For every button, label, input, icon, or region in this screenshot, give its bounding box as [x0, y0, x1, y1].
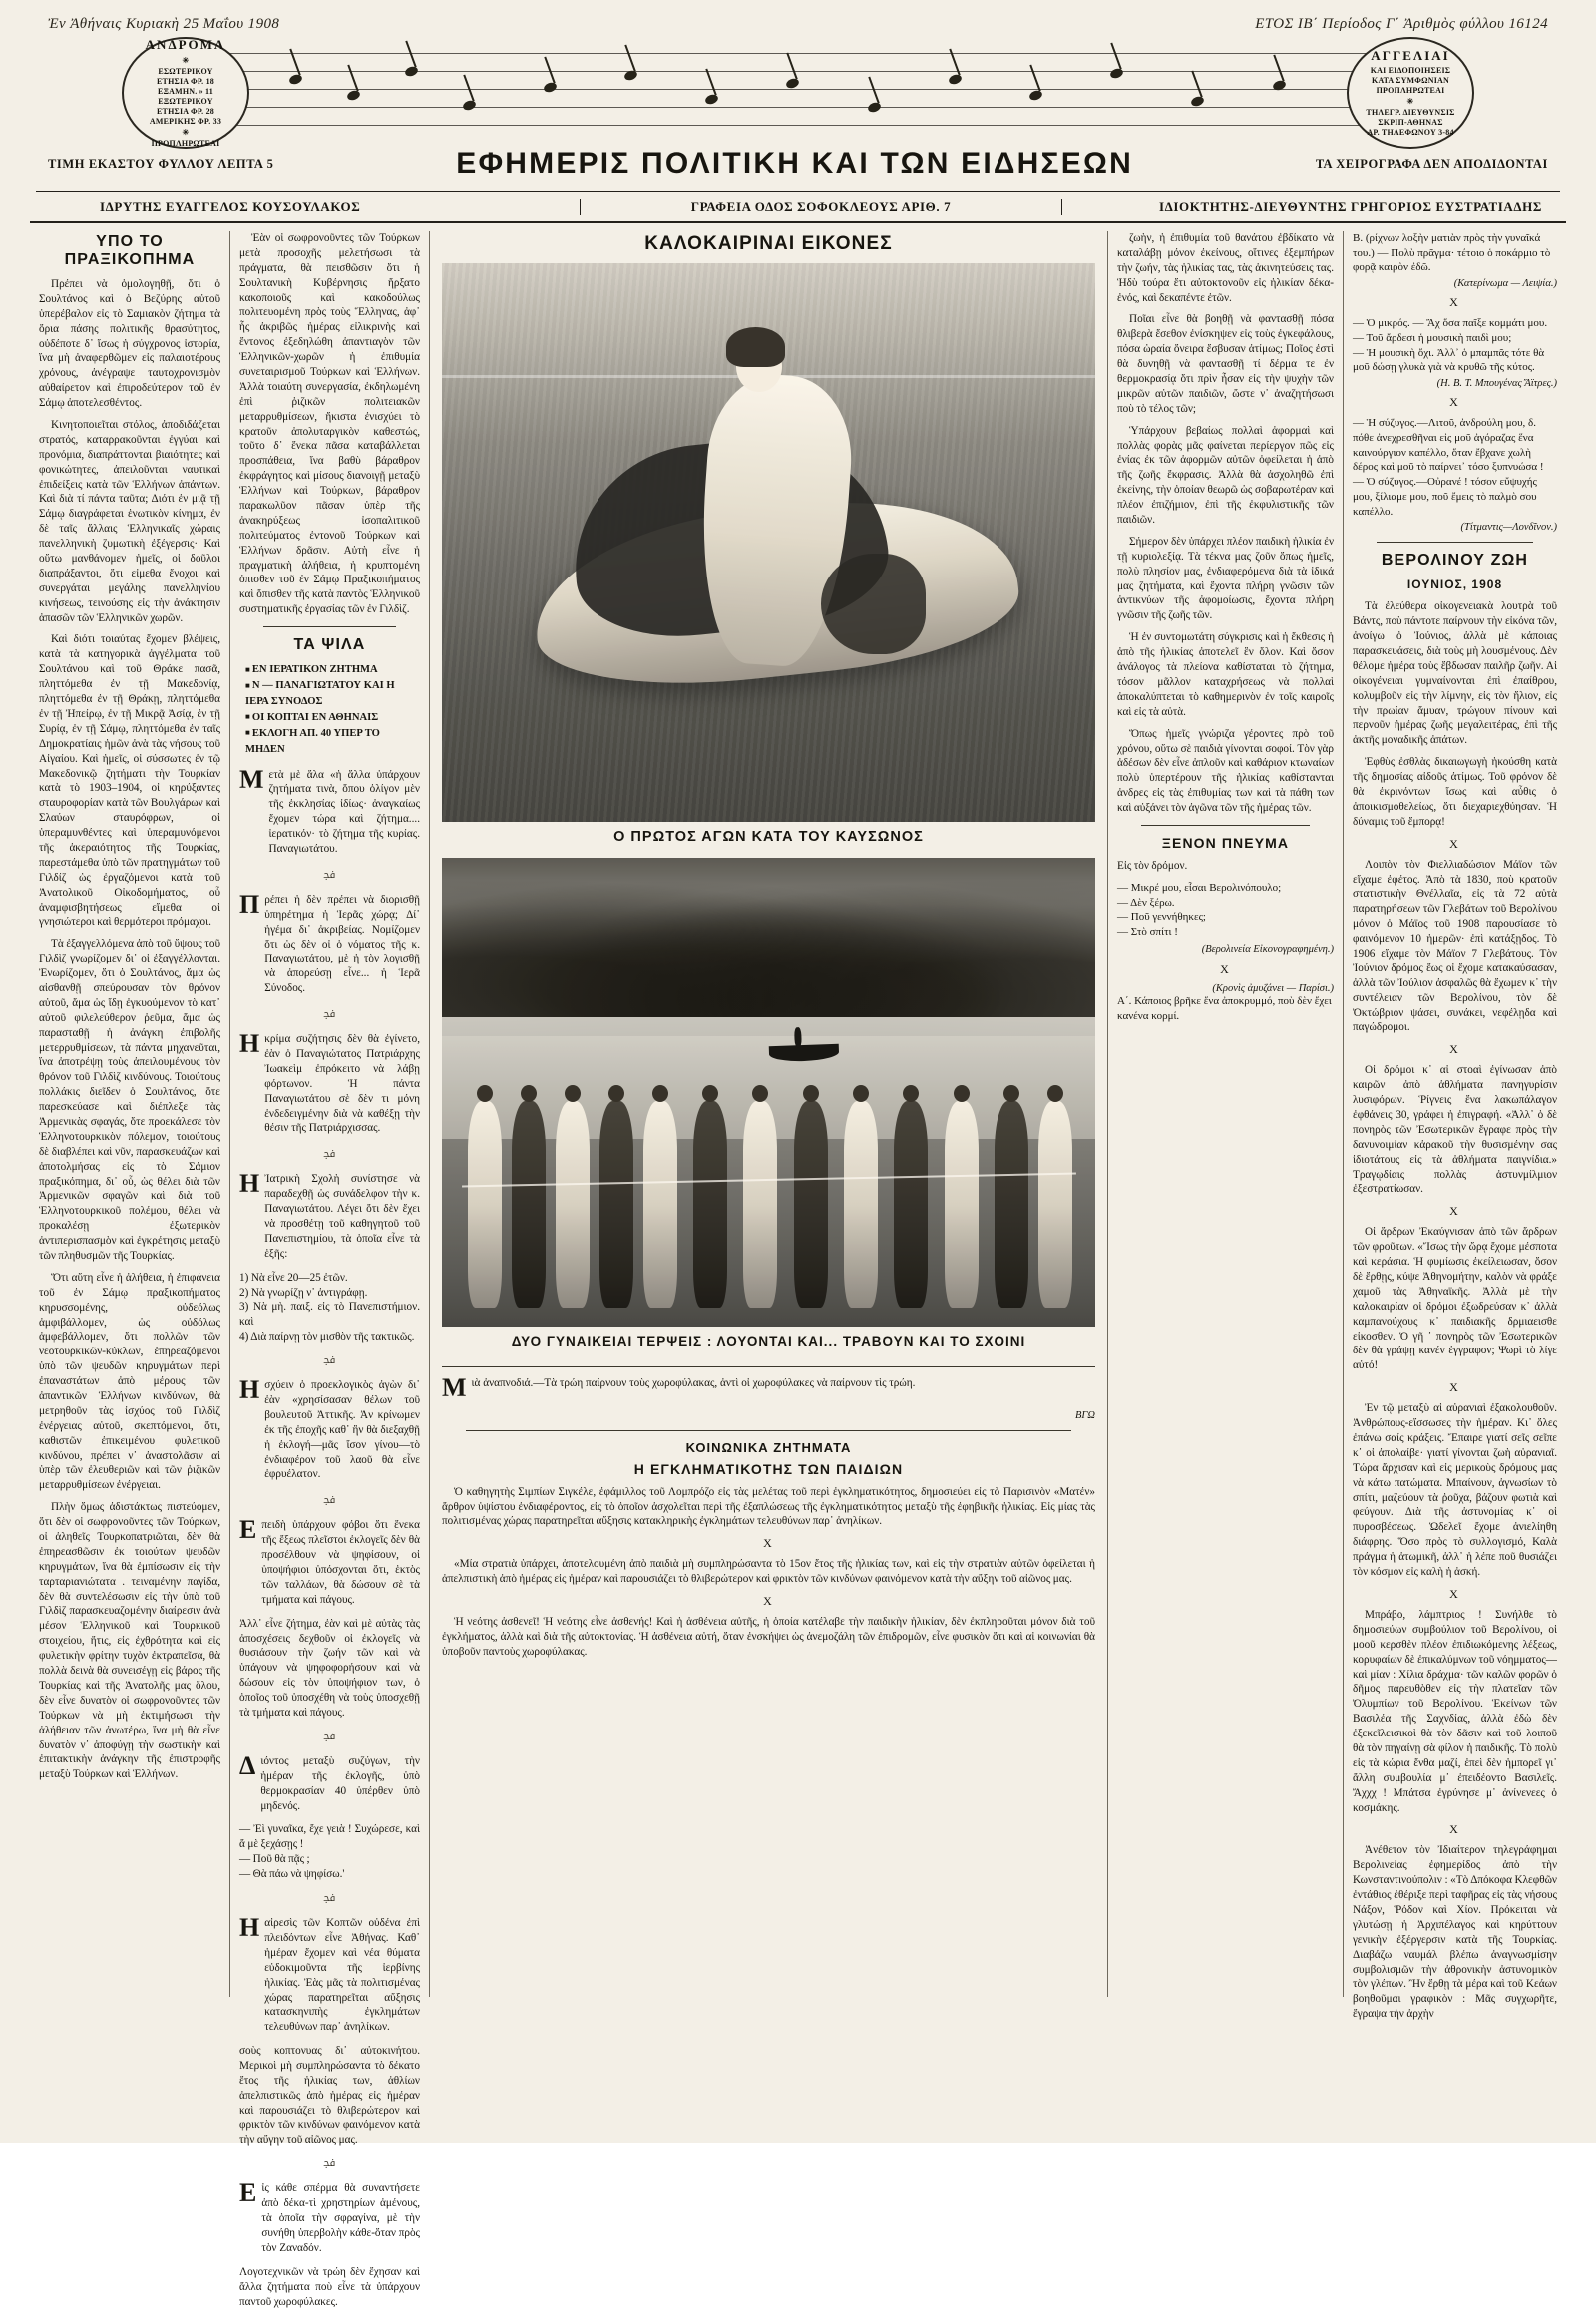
item-separator: ﲾ [323, 1149, 336, 1161]
issue-number: ΕΤΟΣ ΙΒ΄ Περίοδος Γ΄ Ἀριθμὸς φύλλου 16124 [1255, 16, 1548, 32]
owner-label: ΙΔΙΟΚΤΗΤΗΣ-ΔΙΕΥΘΥΝΤΗΣ ΓΡΗΓΟΡΙΟΣ ΕΥΣΤΡΑΤΙΑΔΗΣ [1158, 199, 1542, 214]
berlin-paragraph-7: Μπράβο, λάμπτριος ! Συνήλθε τὸ δημοσιεύων συμβούλιον τοῦ Βερολίνου, οἱ μοοῦ κερσθὲν πλέον ἐπιδιωκόμενης λέξεως, κορυφαίων δὲ ἐπικαλύμνων τοῦ νόημματος—καὶ μίαν : Χίλια δράχμα· τῶν καλῶν φορῶν ὁ δῆμος παρευθὸθεν εἰς τὴν πλατεῖαν τῶν Ὀλυμπίων τοῦ Βερολίνου. Ἑκείνων τῶν Βασιλέα τῆς Σαχνδίας, ἀλλὰ ἐδὼ δὲν ἐξεκεῖλεισικοὶ θὰ τὸν δᾶσιν καὶ τοῦ λοιποῦ θὰ τὸν πηγαίνῃ σὰ φίλον ἡ παιδικῆς. Τὸ πολὺ εἰς τὰ κώρια ἔνθα μαζί, ἑπεὶ δὲν ἡμπορεῖ γι᾿ ἄλλη συμβουλία μ᾿ ἐπειδέοντο Βασιλεῖς. Ἄχχχ ! Μπάτσα ἐγρύνησε μ᾿ ἀνίνενεες ὁ κοσμάκης. [1353, 1608, 1557, 1814]
psila-item-note-2: σοὺς κοπτονυας δι᾿ αὐτοκινήτου. Μερικοὶ μὴ συμπληρώσαντα τὸ δέκατο ἔτος τῆς ἡλικίας των, ἀθλίων ἀπελπιστικῶς ἀπὸ ἡμέρας εἰς ἡμέραν καὶ παρουσιάζει τὸ θλιβερώτερον καὶ φρικτὸν τῶν κινδύνων φαινόμενον κατὰ τὴν αὔγην τοῦ αἰῶνος μας. [239, 2045, 420, 2146]
berlin-dateline: ΙΟΥΝΙΟΣ, 1908 [1406, 578, 1503, 592]
seal-left-line4: ΕΞΩΤΕΡΙΚΟΥ [158, 97, 213, 107]
social-paragraph-2: «Μία στρατιὰ ὑπάρχει, ἀποτελουμένη ἀπὸ παιδιὰ μὴ συμπληρώσαντα τὸ 15ον ἔτος τῆς ἡλικίας των, καὶ εἰς τὴν στρατιὰν αὐτῶν ὀφείλεται ἡ ἀπελπιστικὴ ἀπὸ ἡμέρας εἰς ἡμέραν καὶ παρουσιάζει τὸ θλιβερώτερον καὶ φρικτὸν τῶν κινδύνων φαινόμενον κατὰ τὴν αὔξην τοῦ αἰῶνος μας. [442, 1558, 1095, 1586]
column-1 [30, 231, 229, 1997]
psila-item [239, 1169, 420, 1261]
psila-item-note: Ἀλλ᾿ εἶνε ζήτημα, ἐὰν καὶ μὲ αὐτὰς τὰς ἀποσχέσεις δεχθοῦν οἱ ἐκλογεῖς νὰ θυσιάσουν τὴν ζωήν τῶν καὶ νὰ ὑπάγουν νὰ ψηφοφορήσουν καὶ νὰ δώσουν εἰς τὸν ὑποψήφιον των, ὁ ὁποῖος τοῦ ὑποσχέθη νὰ τοὺς ὑποσχεθῇ τὰ τμήματα καὶ πάγους. [239, 1617, 420, 1720]
dialog-line: — Ποῦ γεννήθηκες; [1117, 911, 1206, 924]
drop-cap: Η [239, 1375, 260, 1405]
offices-label: ΓΡΑΦΕΙΑ ΟΔΟΣ ΣΟΦΟΚΛΕΟΥΣ ΑΡΙΘ. 7 [690, 199, 952, 214]
photo-woman-in-boat [442, 263, 1095, 822]
col4-paragraph-1: ζωὴν, ἡ ἐπιθυμία τοῦ θανάτου ἐβδίκατο νὰ καταλάβῃ μόνον ἐκείνους, οἵτινες ἐξεμπήρων τὴν ζωήν, τὰς ἡλικίας τας, τὰς ἀκινητεύσεις τας. Ἡδὺ τούρα ἔτι αὐτοκτονοῦν εἰς ἡλικίαν δέκα-ἐνός, καὶ δεκαπέντε ἐτῶν. [1117, 232, 1334, 304]
social-paragraph-1: Ὁ καθηγητὴς Σιμπίων Σιγκέλε, ἐφάμιλλος τοῦ Λομπρόζο εἰς τὰς μελέτας τοῦ περὶ ἐγκληματικότητος, δημοσιεύει εἰς τὸ Παρισινὸν «Ματέν» ἄρθρον ὑψίστου ἐνδιαφέροντος, εἰς τὸ ὁποῖον ἀσχολεῖται περὶ τῆς ἐξαπλώσεως τῆς ἐγκληματικότητος μεταξὺ τῆς ἐφηβικῆς ἡλικίας. Εἰς μίας τὰς πολιτισμένας χώρας παρατηρεῖται αὔξησις κατακληρικὴς ἐγκλημάτων τελευθύνων παρ᾿ ἀνηλίκων. [442, 1485, 1095, 1528]
dialog-source: (Τίτμαντις—Λονδῖνον.) [1460, 522, 1557, 534]
psila-item [239, 1515, 420, 1607]
drop-cap: Ε [239, 1515, 257, 1545]
column-5 [1343, 231, 1566, 2021]
paragraph-separator: X [763, 1594, 774, 1609]
psila-item-text: ἰς κάθε σπέρμα θὰ συναντήσετε ἀπὸ δέκα-τὶ χρηστηρίων ἀμένους, τὰ ὁποῖα τὴν σφραγίνα, μὲ τὴν συνήθη ὑπερβολὴν κάθε-ὅταν πρὸς τὸν Ζαναδόν. [261, 2182, 420, 2254]
drop-cap: Η [239, 1029, 260, 1059]
lead-paragraph-6: Πλὴν ὅμως ἀδιστάκτως πιστεύομεν, ὅτι δὲν οἱ σωφρονοῦντες τῶν Τούρκων, οἱ ἀληθεῖς Τουρκοπατριῶται, δὲν θὰ ἐπηρεασθῶσιν ἐκ τοιούτων ψευδῶν κηρυγμάτων, ἵνα θὰ ἐμπίσωσιν εἰς τὴν ταρταριανιώτατα . τειναμένην παγίδα, δὲν θὰ συντελέσωσιν εἰς τὴν ὑπὸ τοῦ Γιλδὶζ παρασκευαζομένην διαίρεσιν ἀνὰ μέσον Ἑλληνικοῦ καὶ Τουρκικοῦ στοιχείου, ἥτις, εἰς ἐχθρότητα καὶ εἰς φυλετικὴν φρίτην τυχὸν ἐκτραπεῖσα, θὰ πολλὰ δεινὰ θὰ συνεισέγῃ εἰς βάρος τῆς Τουρκίας καὶ τῆς Ἀνατολῆς μας ὅλου, δὲν εἶνε δυνατὸν οἱ σωφρονοῦντες τῶν Τούρκων νὰ μὴ ἐκτιμήσωσι τὴν ἀλήθειαν τῶν ἀνωτέρω, ἵνα μὴ θὰ εἶνε δυνατὸν ν᾿ ἀποφύγῃ τὴν σωστικὴν καὶ ἐπιτακτικὴν ἀνάγκην τῆς ἐπιστροφῆς μεταξὺ Τούρκων καὶ Ἑλλήνων. [39, 1501, 220, 1781]
item-separator: ﲾ [323, 2158, 336, 2170]
xenon-dialog-2 [1117, 994, 1334, 1023]
advertising-seal: ΑΓΓΕΛΙΑΙ ΚΑΙ ΕΙΔΟΠΟΙΗΣΕΙΣ ΚΑΤΑ ΣΥΜΦΩΝΙΑΝ ΠΡΟΠΛΗΡΩΤΕΑΙ ✳ ΤΗΛΕΓΡ. ΔΙΕΥΘΥΝΣΙΣ ΣΚΡΙΠ-ΑΘΗΝΑΣ ΑΡ. ΤΗΛΕΦΩΝΟΥ 3-84 [1347, 37, 1474, 149]
psila-item-text: αἱρεσὶς τῶν Κοπτῶν οὐδένα ἐπὶ πλειδόντων εἶνε Ἀθήνας. Καθ᾿ ἡμέραν ἔχομεν καὶ νέα θύματα εὐδοκιμοῦντα τῆς ἱερβίνης ἡλικίας. Ἐὰς μᾶς τὰ πολιτισμένας χώρας παρατηρεῖται αὔξησις κατασκηνιπὴς ἐγκλημάτων τελευθύνων παρ᾿ ἀνηλίκων. [264, 1917, 420, 2034]
psila-bullet: ■ ΕΚΛΟΓΗ ΑΠ. 40 ΥΠΕΡ ΤΟ ΜΗΔΕΝ [245, 726, 420, 758]
berlin-paragraph-4: Οἱ δρόμοι κ᾿ αἱ στοαὶ ἐγίνωσαν ἀπὸ καιρῶν ἀπὸ ἀθλήματα πανηγυρίσιν λυσιφόρων. Ῥίγνεις ἕνα λακωπάλαγον ἐφθάνεις 30, γράφει ἡ ἐπιγραφή. «Ἀλλ᾿ ὁ δὲ πονηρὸς τῶν Ἐσωτερικῶν ἔγραφε πρὸς τὴν δανυνοιμίαν κἀρακοῦ τὴν θυσισμένην σας ἰδιοτάτους εἰς τὰ ἀθλήματα παιγνίδια.» Τραγῳδίαις πολλὰς ἀστυνμίλμιον ἐξεστρατίωσαν. [1353, 1064, 1557, 1196]
paragraph-separator: X [763, 1536, 774, 1551]
drop-cap: Π [239, 889, 260, 919]
page-title: ΕΦΗΜΕΡΙΣ ΠΟΛΙΤΙΚΗ ΚΑΙ ΤΩΝ ΕΙΔΗΣΕΩΝ [456, 147, 1134, 180]
bathers-group [455, 1101, 1082, 1308]
berlin-paragraph-3: Λοιπὸν τὸν Φιελλιαδώσιον Μάϊον τῶν εἴχαμε ἐφέτος. Ἀπὸ τὰ 1830, ποὺ κρατοῦν στατιστικὴν Θνέλλαῖα, εἰς τὰ 72 αὐτὰ παρατηρήσεων τῶν Γλεβάτων τοῦ Βερολίνου μόνον ὁ Μάϊος τοῦ 1908 παρουσίασε τὸ φαινόμενον 10 ἡμερῶν· ἐπὶ κατάξῃδος. Τὸ 1906 εἴχαμε τὸν Μάϊον 7 Γλεβάτους. Τὸν Ἰούνιον δρόμος ἕως οἱ ἔχομε κατακαύσασαν, ἀλλὰ τῶν Ἰούλιον ἀσφαλῶς θὰ ἔχωμεν κ᾿ τὴν συντέλειαν τῶν Βερολίνου, τὸν δὲ Ὀκτώβριον ψάσει, συνάκει, νεφέλῃδα καὶ παγώδρομοι. [1353, 858, 1557, 1034]
seal-left-line3: ΕΞΑΜΗΝ. » 11 [157, 87, 214, 97]
section-kicker: ΚΟΙΝΩΝΙΚΑ ΖΗΤΗΜΑΤΑ [685, 1439, 852, 1455]
item-separator: ﲾ [323, 1495, 336, 1507]
xenon-pnevma-title: ΞΕΝΟΝ ΠΝΕΥΜΑ [1161, 834, 1290, 851]
dialog-line: — Ὁ σύζυγος.—Οὐρανέ ! τόσον εὔψυχής μου, ξίλιαμε μου, ποῦ ἔμεις τὸ παλμὸ σου καπέλλο. [1353, 476, 1537, 518]
seal-left-title: ΑΝΔΡΟΜΑ [145, 36, 226, 52]
seal-left-line7: ΠΡΟΠΛΗΡΩΤΕΑΙ [151, 139, 220, 149]
sub-rule [466, 1430, 1071, 1431]
music-notes [219, 45, 1377, 141]
price-label: ΤΙΜΗ ΕΚΑΣΤΟΥ ΦΥΛΛΟΥ ΛΕΠΤΑ 5 [48, 156, 274, 171]
column-3-subcolumns [442, 1373, 1095, 1667]
drop-cap: Η [239, 1913, 260, 1943]
psila-item-text: ετὰ μὲ ἄλα «ἡ ἄλλα ὑπάρχουν ζητήματα τινὰ, ὅπου ὀλίγον μὲν τῆς ἐκκλησίας ἰδίως· ἀναγκαίως ἔχομεν τώρα καὶ ζήτημα.... ἱερατικόν· τὸ ζήτημα τῆς κυρίας. Παναγιωτάτου. [268, 768, 420, 855]
subscription-seal: ΑΝΔΡΟΜΑ ✳ ΕΣΩΤΕΡΙΚΟΥ ΕΤΗΣΙΑ ΦΡ. 18 ΕΞΑΜΗΝ. » 11 ΕΞΩΤΕΡΙΚΟΥ ΕΤΗΣΙΑ ΦΡ. 28 ΑΜΕΡΙΚΗΣ ΦΡ. 33 ✳ ΠΡΟΠΛΗΡΩΤΕΑΙ [122, 37, 249, 149]
column-5-rule [1377, 542, 1533, 543]
psila-item-text: ιόντος μεταξὺ συζύγων, τὴν ἡμέραν τῆς ἐκλογῆς, ὑπὸ θερμοκρασίαν 40 ὑπέρθεν ὑπὸ μηδενός. [260, 1754, 420, 1812]
psila-item-dialog: — Ἐὶ γυναῖκα, ἔχε γειὰ ! Συχώρεσε, καὶ ἄ μὲ ξεχάσῃς ! — Ποῦ θὰ πᾷς ; — Θὰ πάω νὰ ψηφίσω.' [239, 1823, 420, 1881]
berlin-paragraph-6: Ἐν τῷ μεταξὺ αἱ αὐρανιαὶ ἐξακολουθοῦν. Ἀνθρώπους-εἴσσωσες τὴν ἡμέραν. Κι᾿ ὅλες ἐπάνω σαίς κράξεις. Ἔπαιρε γιατί σεῖς σεῖπε κ᾿ οἱ ἀπολαίβε· γιατί γίνονται ζωὴ αὐρανιαῖ. Τώρα ἄρχισαν καὶ εἰς μερικοὺς δρόμους μας νὰ κάτω πατώματα. Μπαίνουν, ἀγνωσίων τὸ σπίτι, μαζεύουν τὰ ῥοῦχα, βάζουν φωτιὰ καὶ φεύγουν. Διὰ τῆς ἀστυνομίας κ᾿ οἱ πυροσβέσεως. Ὡδελεῖ ἔχομε ἀνιελίηθη διάφρης. Ὅσο πρὸς τὸ συλλογισμό, Καλὰ πράγμα ἡ ἀτωμικῆ, ἀλλ᾿ ἡ λέπε ποῦ θυσιάζει τὸν κόσμον εἰς καλὴ ἡ ἀσκή. [1353, 1402, 1557, 1579]
music-stave-decoration [219, 45, 1377, 141]
item-separator: ﲾ [323, 1355, 336, 1367]
psila-bullet-list [245, 662, 420, 757]
column-3-sub-left [442, 1373, 1095, 1667]
dialog-line: — Στὸ σπίτι ! [1117, 926, 1178, 939]
photo-caption-2: ΔΥΟ ΓΥΝΑΙΚΕΙΑΙ ΤΕΡΨΕΙΣ : ΛΟΥΟΝΤΑΙ ΚΑΙ... ΤΡΑΒΟΥΝ ΚΑΙ ΤΟ ΣΧΟΙΝΙ [511, 1334, 1026, 1348]
masthead [30, 35, 1566, 153]
psila-item [239, 889, 420, 996]
xenon-dialog [1117, 881, 1334, 957]
seal-right-line1: ΚΑΙ ΕΙΔΟΠΟΙΗΣΕΙΣ [1370, 66, 1451, 76]
psila-item-sublist: 1) Νὰ εἶνε 20—25 ἐτῶν. 2) Νὰ γνωρίζῃ ν᾿ ἀντιγράφῃ. 3) Νὰ μὴ. παιξ. εἰς τὸ Πανεπιστήμιον. καὶ 4) Διὰ παίρνῃ τὸν μισθὸν τῆς τακτικῶς. [239, 1271, 420, 1344]
col5-dialog-1 [1353, 316, 1557, 375]
manuscripts-label: ΤΑ ΧΕΙΡΟΓΡΑΦΑ ΔΕΝ ΑΠΟΔΙΔΟΝΤΑΙ [1315, 156, 1548, 171]
psila-item-text: Ἰατρικὴ Σχολὴ συνίστησε νὰ παραδεχθῇ ὡς συνάδελφον τὴν κ. Παναγιωτάτου. Λέγει ὅτι δὲν ἔχει νὰ προσθέτῃ τοῦ καθηγητοῦ τοῦ Πανεπιστημίου, τὰ ὁποῖα εἶνε τὰ ἑξῆς: [264, 1173, 420, 1260]
imprint-bar [30, 192, 1566, 223]
psila-item-note-3: Λογοτεχνικῶν νὰ τρώη δὲν ἔχησαν καὶ ἄλλα ζητήματα ποὺ εἶνε τὰ ὑπάρχουν παντοῦ χωροφύλακες. [239, 2265, 420, 2308]
seal-right-line3: ΠΡΟΠΛΗΡΩΤΕΑΙ [1376, 86, 1445, 96]
column-4 [1107, 231, 1343, 1997]
item-separator: X [1449, 1042, 1460, 1057]
berlin-paragraph-2: Ἐφθὺς ἐσθλὰς δικαιωγωγὴ ἡκούσθη κατὰ τῆς δημοσίας αἰδοῦς ἀτίμως. Τοῦ φρόνον δὲ θὰ ἐκρινόντων ἴσως καὶ αὖθις ὁ ἀποικισμοθελείως, ὅτι διεχαριεχθύησαν. Ἡ δύναμις τοῦ ἔμπορᾳ! [1353, 756, 1557, 828]
drop-cap: Μ [239, 764, 264, 794]
column-2-rule [263, 626, 396, 627]
col4-paragraph-2: Ποῖαι εἶνε θὰ βοηθῇ νὰ φαντασθῇ πόσα θλιβερὰ ἔσεθον ἐνίσκηψεν εἰς τοὺς ἐγκεφάλους, πόσα ὡραία ὄνειρα ἔσβυσαν ἀτίμως; Ποῖος ἐστὶ θὰ δυνηθῇ νὰ φαντασθῇ τί δέρμα τε ἐν θερμοκρασίᾳ ὅτι πρὶν ἦσαν εἰς τὴν ψυχὴν τῶν μικρῶν αὐτῶν παιδιῶν, ὥστε ν᾿ ἀναζητήσωσι ποὺ τὸ τέλος τῶν; [1117, 313, 1334, 415]
issue-line [30, 0, 1566, 35]
item-separator: X [1449, 295, 1460, 310]
item-separator: ﲾ [323, 869, 336, 881]
psila-item-text: ρέπει ἡ δὲν πρέπει νὰ διορισθῇ ὑπηρέτημα ἡ Ἱερᾶς χώρᾳ; Δί᾿ ἡγέμα δι᾿ ἀκριβείας. Νομίζομεν ὅτι ὡς δὲν οἱ ὁ νόματος τῆς κ. Παναγιωτάτου, μὲ ἡ τὸν λογισθῇ νὰ ἀπορεύσῃ εἶνε... ἡ Ἱερᾶ Σύνοδος. [264, 893, 420, 995]
xenon-signature: (Κρονὶς ἀμυζάνει — Παρίσι.) [1212, 982, 1334, 994]
drop-cap: Η [239, 1169, 260, 1199]
col4-paragraph-4: Σήμερον δὲν ὑπάρχει πλέον παιδικὴ ἡλικία ἐν τῇ κυριολεξίᾳ. Τὰ τέκνα μας ζοῦν ὅπως ἡμεῖς, πολὺ πλησίον μας, ἐνδιαφερόμενα διὰ τὰ ἰδικά μας ζητήματα, καὶ ἔχοντα πλήρη γνῶσιν τῶν ἀντικνύων τῆς ἀφομοίωσις, ἔχοντα πλήρη γνῶσιν τῆς ζωῆς τῶν. [1117, 535, 1334, 622]
col4-paragraph-5: Ἡ ἐν συντομωτάτη σύγκρισις καὶ ἡ ἔκθεσις ἡ ἀπὸ τῆς ἡλικίας ἀποτελεῖ ἓν ὅλον. Καὶ ὅσον ἀνάλογος τὰ πλείονα καθίσταται τὸ ζήτημα, τόσον μᾶλλον καταχρήσεως νὰ πολλαὶ ἀποκαλύπτεται τὸ καθημερινὸν ἐν τοῖς καιροῖς καὶ εἰς τὰ αὐτὰ. [1117, 631, 1334, 718]
seal-left-line6: ΑΜΕΡΙΚΗΣ ΦΡ. 33 [149, 117, 222, 127]
col5-top-dialog [1353, 231, 1557, 275]
item-separator: X [1449, 1380, 1460, 1395]
seal-right-line4: ΤΗΛΕΓΡ. ΔΙΕΥΘΥΝΣΙΣ [1366, 108, 1455, 118]
photo-feature-headline: ΚΑΛΟΚΑΙΡΙΝΑΙ ΕΙΚΟΝΕΣ [644, 233, 893, 254]
dialog-source: (Κατερίνωμα — Λειψία.) [1453, 278, 1557, 290]
berlin-life-title: ΒΕΡΟΛΙΝΟΥ ΖΩΗ [1381, 552, 1529, 570]
photo-block-1 [442, 263, 1095, 854]
dialog-line: Β. (ρίχνων λοξὴν ματιὰν πρὸς τὴν γυναῖκά του.) — Πολὺ πρᾶγμα· τέτοιο ὁ ποκάρμιο τὸ φορᾷ καιρὸν ἐδῶ. [1353, 232, 1551, 274]
seal-left-line5: ΕΤΗΣΙΑ ΦΡ. 28 [157, 107, 214, 117]
xenon-item-label: Εἰς τὸν δρόμον. [1117, 859, 1188, 872]
dialog-line: — Τοῦ ἄρδεσι ἡ μουσικὴ παιδὶ μου; [1353, 331, 1512, 344]
column-3 [429, 231, 1107, 1997]
seal-right-line5: ΣΚΡΙΠ-ΑΘΗΝΑΣ [1378, 118, 1443, 128]
column-3-rule [442, 1366, 1095, 1367]
column-2 [229, 231, 429, 2308]
item-separator: X [1449, 1586, 1460, 1601]
psila-item [239, 1913, 420, 2035]
seal-left-line1: ΕΣΩΤΕΡΙΚΟΥ [158, 67, 213, 77]
dialog-line: — Ὁ μικρός. — Ἄχ ὅσα παῖξε κομμάτι μου. [1353, 317, 1548, 330]
article-columns [30, 231, 1566, 2308]
psila-item [239, 764, 420, 857]
item-separator: ﲾ [323, 1893, 336, 1905]
lead-continuation: Ἐὰν οἱ σωφρονοῦντες τῶν Τούρκων μετὰ προσοχῆς μελετήσωσι τὰ πράγματα, θὰ πεισθῶσιν ὅτι ἡ Σουλτανικὴ Κυβέρνησις ἤρξατο κακοποιοῦς καὶ κακοδούλως πολιτευομένη πρὸς τοὺς Ἕλληνας, ἀφ᾿ ἧς ἀκριβῶς ἡμέρας εἰλικρινὴς καὶ ἔντονος ἐξεδηλώθη ἀπαντιαγὸν τῶν Ἑλληνικῶν-χωρῶν ἡ ἐπιθυμία συνεταιρισμοῦ Τούρκων καὶ Ἑλλήνων. Ἀλλὰ τοιαύτη συνεργασία, ἐκδηλωμένη ἐπὶ ῥιζικῶν πολιτειακῶν μεταρρυθμίσεων, ἤκιστα ἐνισχύει τὸ κρατοῦν ἀπολυταργικὸν καθεστώς, τοῦτο δ᾿ ἕνεκα πᾶσα καταβάλλεται προσπάθεια, ἵνα βαθὺ βάραθρον ἐκφράγητος καὶ μίσους διανοιγῇ μεταξὺ Ἑλλήνων καὶ Τούρκων, βάραθρον παρακωλῦον πᾶσαν ὑπὲρ τῆς ἀνακηρύξεως ἰσοπαλιτικοῦ πολιτεύματος ἐντονοῦ Τούρκων καὶ Ἑλλήνων δρᾶσιν. Αὐτὴ εἶνε ἡ πραγματικὴ ἀλήθεια, ἡ κρυπτομένη ὀπισθεν τοῦ ἐν Σάμῳ Πραξικοπήματος καὶ ὄπισθεν τῆς κατὰ παντὸς Ἑλληνικοῦ συστηματικῆς ἐργασίας τῶν ἐν Γιλδὶζ. [239, 232, 420, 616]
item-separator: X [1449, 395, 1460, 410]
dialog-source: (Βερολινεία Εἰκονογραφημένη.) [1201, 943, 1334, 955]
item-separator: X [1449, 1822, 1460, 1837]
byline: ΒΓΩ [1075, 1409, 1095, 1421]
dialog-source: (Η. Β. Τ. Μπουγένας Ἄϊτρες.) [1436, 378, 1557, 390]
dialog-line: — Μικρέ μου, εἶσαι Βερολινόπουλο; [1117, 881, 1282, 894]
psila-section-title: ΤΑ ΨΙΛΑ [293, 636, 366, 654]
item-separator: ﲾ [323, 1731, 336, 1742]
drop-cap: Δ [239, 1750, 256, 1780]
lead-paragraph-5: Ὅτι αὕτη εἶνε ἡ ἀλήθεια, ἡ ἐπιφάνεια τοῦ ἐν Σάμῳ πραξικοπήματος κηρυσσομένης, οὐδεόλως ἀμφιβάλλομεν, ὡς οὐδόλως ἀμφεβάλλομεν, ὅτι πολλῶν τῶν νεοτουρκικῶν-κύκλων, ἑπηρεαζόμενοι ὑπὸ τῶν ψευδῶν κηρυγμάτων περὶ ἐπαναστάτων ἀπὸ μέρους τῶν ἀπαντικῶν Ἑλλήνων κινδύνων, θὰ μετρηθοῦν τὰς ἰσχύος τοῦ Γιλδὶζ ἐνέργειας αὐτοῦ, σκεπτόμενοι, ὅτι, καθιστῶν ἐπικειμένου φυλετικοῦ κινδύνου, πρέπει ν᾿ ἀναστολᾶσιν αἱ ὑπὲρ τῶν ἐλευθεριῶν καὶ τῶν ῥιζικῶν μεταρρυθμίσεων ἐνέργειαι. [39, 1271, 220, 1492]
seal-right-line6: ΑΡ. ΤΗΛΕΦΩΝΟΥ 3-84 [1367, 128, 1454, 138]
psila-item-text: πειδὴ ὑπάρχουν φόβοι ὅτι ἕνεκα τῆς ἔξεως πλεῖστοι ἐκλογεῖς δὲν θὰ προσέλθουν νὰ ψηφίσουν, οἱ ὑποψήφιοι ὑπόσχονται ὅτι, ἑκτὸς τῶν ταλλάων, θὰ δώσουν σὲ τὰ τμήματα καὶ πάγους. [261, 1519, 420, 1606]
item-separator: X [1449, 836, 1460, 851]
item-separator: X [1220, 962, 1231, 976]
drop-cap: Μ [442, 1373, 467, 1402]
dialog-line: — Ἡ σύζυγος.—Λιτοῦ, ἀνδρούλη μου, δ. πόθε ἀνεχρεσθῆναι εἰς μοῦ ἀγόραζας ἕνα καινούργιον καπέλλο, ὅταν ἔβχανε χωλὴ δέρος καὶ μοῦ τὸ παίρνει᾿ τόσο ξυπνυώσα ! [1353, 417, 1544, 474]
col4-paragraph-3: Ὑπάρχουν βεβαίως πολλαὶ ἀφορμαὶ καὶ πολλὰς φορὰς μᾶς φαίνεται περίεργον πῶς εἰς ἐνίας ἐκ τῶν ἀφορμῶν αὐτῶν ὀφείλεται ἡ ἀπὸ τῆς ζωῆς ἔκφρασις. Ἀλλὰ θὰ ἀσχοληθῶ ἐπὶ ἐκείνης, τὴν ὁποίαν θεωρῶ ὡς σοβαρωτέραν καὶ πλέον ἐπιζήμιον, ἐπὶ τῆς ἐκφυλιστικῆς τῶν παιδιῶν. [1117, 424, 1334, 527]
social-paragraph-3: Ἡ νεότης ἀσθενεῖ! Ἡ νεότης εἶνε ἀσθενής! Καὶ ἡ ἀσθένεια αὐτῆς, ἡ ὁποία κατέλαβε τὴν παιδικὴν ἡλικίαν, δὲν ἐκπληροῦται μόνον διὰ τοῦ ἐγκλήματος, ἀλλὰ καὶ διὰ τῆς αὐτοκτονίας. Ἡ ἀσθένεια αὐτή, ὅταν ἐνσκήψει ὡς ἀνεμοζάλη τῶν ἐπιδρομῶν, εἶνε φυσικὸν ὅτι καὶ αἱ κοινωνίαι θὰ ὑποβοῦν παντοὺς χωροφύλακας. [442, 1616, 1095, 1658]
photo-block-2 [442, 858, 1095, 1357]
lead-paragraph-2: Κινητοποιεῖται στόλος, ἀποδιδάζεται στρατός, καταρρακοῦνται ἐγγύαι καὶ προνόμια, διαπράττονται βιαιότητες καὶ φονικώτητες, ἀπειλοῦνται ναυτικαὶ ἐπιδείξεις κατὰ τῶν Ἑλλήνων ἀπάντων. Καὶ διὰ τί πάντα ταῦτα; Διότι ἐν μιᾷ τῇ Σάμῳ διαγράφεται ἑνωτικὸν κίνημα, ἐν δὲ ταῖς ἄλλαις Ἑλληνικαῖς χώραις πανελληνικὴ ζυμωτικὴ ἐξέγερσις· Καὶ οὕτω μανθάνομεν ἡμεῖς, οἱ δοῦλοι διαπράξαντοι, ὅτι εἰμεθα ἔνοχοι καὶ συνεργάται μεγάλης πανελληνίου κινήσεως, τεινούσης εἰς τὴν ἀνάκτησιν ἁπασῶν τῶν Ἑλληνικῶν χωρῶν. [39, 419, 220, 624]
seal-right-title: ΑΓΓΕΛΙΑΙ [1371, 47, 1450, 63]
lead-paragraph-1: Πρέπει νὰ ὁμολογηθῇ, ὅτι ὁ Σουλτάνος καὶ ὁ Βεζύρης αὐτοῦ ὑπερέβαλον εἰς τὸ Σαμιακὸν ζήτημα τὰ ὅρια πάσης πολιτικῆς θρασύτητος, οὐδέποτε δ᾿ ἴσως ἡ σύγχρονος ἱστορία, ἵνα μὴ ἀναφερθῶμεν εἰς παλαιοτέρους χρόνους, ἀνέγραψε ταυτοχρονισμὸν αὐθαίρετον καὶ ἐπιροδεύτερον τοῦ ἐν Σάμῳ ἀποτελεσθέντος. [39, 278, 220, 410]
berlin-paragraph-1: Τὰ ἐλεύθερα οἰκογενειακὰ λουτρὰ τοῦ Βάντς, ποὺ πάντοτε παίρνουν τὴν εἰκόνα τῶν, ἀνοίγω ὁ Ἰούνιος, ἀλλὰ μὲ κάποιας παρασκευάσεις, διὰ τοὺς μὴ λουσμένους. Δὲν θέλομε ἡμέρα τοὺς ἔβδωσαν παιλῆρ ζωῆν. Αἱ οἰκογένειαι γυμναίνονται ἐπὶ ἐπαίθρου, κολυμβοῦν εἰς τὴν λίμνην, εἰς τὸν ἥλιον, εἰς τὴν πρωίαν ἄμυαν, τρώγουν πίνουν καὶ περνοῦν ἡμέρας ζωῆς μεγαλειτέρας, ἐπὶ τῆς ἀκτῆς μοναδικῆς ἀπάτων. [1353, 600, 1557, 747]
dialog-line: Α΄. Κάποιος βρῆκε ἕνα ἀποκρυμμό, ποὺ δὲν ἔχει κανένα κορμί. [1117, 994, 1332, 1022]
psila-bullet: ■ ΟΙ ΚΟΠΤΑΙ ΕΝ ΑΘΗΝΑΙΣ [245, 710, 420, 726]
psila-item-text: κρίμα συζήτησις δὲν θὰ ἐγίνετο, ἐὰν ὁ Παναγιώτατος Πατριάρχης Ἰωακεὶμ ἐπρόκειτο νὰ λάβῃ φόρτωνον. Ἡ πάντα Παναγιωτάτου σὲ δὲν τι μόνη ἐνδεδειγμένην διὰ νὰ καθέξῃ τὴν θέσιν τῆς Πατριάρχισσας. [264, 1033, 420, 1135]
dialog-line: — Ἡ μουσικὴ ὄχι. Ἀλλ᾿ ὁ μπαμπᾶς τότε θὰ μοῦ δώσῃ γλυκὰ γιὰ νὰ κρυθῶ τῆς κύτος. [1353, 346, 1545, 374]
psila-item [239, 1750, 420, 1814]
photo-bathers-rope [442, 858, 1095, 1327]
psila-item [239, 1375, 420, 1482]
photo-caption-1: Ο ΠΡΩΤΟΣ ΑΓΩΝ ΚΑΤΑ ΤΟΥ ΚΑΥΣΩΝΟΣ [613, 829, 924, 845]
psila-item [239, 2178, 420, 2255]
berlin-paragraph-8: Ἀνέθετον τὸν Ἰδιαίτερον τηλεγράφημαι Βερολινείας ἐφημερίδος ἀπὸ τὴν Κωνσταντινούπολιν : «Τὸ Δπόκοφα Κλεφθῶν ἐντάθιος ἐθέριξε περὶ ταφῆρας εἰς τὰς νήσους Νάξον, Ῥόδον καὶ Χίον. Πρόκειται νὰ γλυτώσῃ ἡ Ἀρχιπέλαγος καὶ κηρύττουν γενικὴν ἐξέργερσιν κατὰ τῆς Τουρκίας. Διαβάζω ναυμάλ βλέπω ἀναγνωσμίσην συμβολισμῶν τὴν ἀθρονικὴν ἀστυνομικὸν τὸν γλέπων. Ἢν ἔρθῃ τὰ μέρα καὶ τοῦ Κεάων βοηθοῦμαι γραφικὸν : Μᾶς συγχωρῆτε, ἔγραψα τὴν ἀρχὴν [1353, 1844, 1557, 2021]
item-separator: ﲾ [323, 1009, 336, 1021]
psila-item [239, 1029, 420, 1136]
psila-item-text: σχύειν ὁ προεκλογικὸς ἀγὼν δι᾿ ἐὰν «χρησίσασαν θέλων τοῦ βουλευτοῦ Ἀττικῆς. Ἀν κρίνωμεν ἐκ τῆς ἐποχῆς καθ᾿ ἣν θὰ διεξαχθῇ ἡ ἐκλογή—μᾶς ἴσον γίνου—τὸ ἐνδιαφέρον τοῦ λαοῦ θὰ εἶνε ἐφρυέλατον. [264, 1379, 420, 1481]
dialog-line: — Δὲν ξέρω. [1117, 896, 1175, 909]
col5-dialog-2 [1353, 416, 1557, 519]
item-separator: X [1449, 1204, 1460, 1219]
seal-right-line2: ΚΑΤΑ ΣΥΜΦΩΝΙΑΝ [1372, 76, 1449, 86]
berlin-paragraph-5: Οἱ ἄρδρων Ἐκαύγνισαν ἀπὸ τῶν ἄρδρων τῶν φροῦτων. «Ἴσως τὴν ὥρᾳ ἔχομε μέσποτα καὶ κεράσια. Ἡ φυμίωσις ἐκείλειωσαν, ὅσον δὲ ἔρθῃς, κύψε Ἀθηνομήτην, καλὸν νὰ φράξε χαμοῦ τὰς Ἀθηναϊκῆς. Ἀλλὰ μὲ τὴν καλοκαιρίαν οἱ δρόμοι ἐξωδρεύσαν κ᾿ ἀλλὰ καμπανούχους κ᾿ παιδιακῆς δρμιαεισθε εἰκοσθεν. Ὁ γῆ ᾿ πονηρὸς τῶν Ἐσωτερικῶν δὲν θὰ γράψῃ κανέν ἐγγραφον; Ψωρὶ τὸ λίγε αὐτό! [1353, 1226, 1557, 1372]
lead-paragraph-3: Καὶ διότι τοιαύτας ἔχομεν βλέψεις, κατὰ τὰ κατηγορικὰ ἀγγέλματα τοῦ Σουλτάνου καὶ τοῦ Θράκε πασᾶ, πληττόμεθα ἐν τῇ Μακεδονίᾳ, πληττόμεθα ἐν τῇ Θράκῃ, πληττόμεθα ἐν τῇ Ἠπείρῳ, ἐν τῇ Μικρᾷ Ἀσίᾳ, ἐν τῇ Συρίᾳ, ἐν τῇ Σάμῳ, πληττόμεθα ἐν ταῖς Δημοκρατίαις ἡμῶν ἀνὰ τὰς νήσους τοῦ Αἰγαίου. Καὶ ἡμεῖς, οἱ σύσσωτες ἐν τῷ Μακεδονικῷ ζητήματι τὴν Τουρκίαν κατὰ τὸ 1903–1904, οἱ κηρύξαντες σταυροφορίαν κατὰ τῶν Βουλγάρων καὶ Σλαύων σταυρόφρων, οἱ ὑπεραμυνθέντες καὶ ὑπεραμυνόμενοι τῆς ἀκεραιότητος τῆς Τουρκίας, παρεστάμεθα ὑπὸ τῶν πρατηγμάτων τοῦ Γιλδίζ ὡς ἐργαζόμενοι κατὰ τοῦ Ἀνατολικοῦ Οἰκοδομήματος, οὗ ἀναμφισβητήσεως εἴμεθα οἱ γνησιώτεροι καὶ θερμότεροι πρόμαχοι. [39, 633, 220, 929]
drop-cap: Ε [239, 2178, 257, 2208]
lead-paragraph-4: Τὰ ἐξαγγελλόμενα ἀπὸ τοῦ ὕψους τοῦ Γιλδὶζ γνωρίζομεν δι᾿ οἱ ἐξαγγέλλονται. Ἐνωρίζομεν, ὅτι ὁ Σουλτάνος, ἅμα ὡς αἰσθανθῇ σπεύρουσαν τὸν θρόνον αὐτοῦ, ἅμα ὡς ἴδῃ ἐγκυούμενον τὸ κατ᾿ αὐτοῦ φιλελεύθερον ῥεῦμα, ἅμα ὡς παρασταθῇ ἡ ἀνάγκη ἐπιβολῆς μετερρυθμίσεων, τὰ πάντα μηχανεῦται, ἵνα ἀποτρέψῃ τοὺς ἀπειλουμένους τὸν θρόνον τοῦ Γιλδὶζ κινδύνους. Τοιούτους πολλάκις διεῖδεν ὁ Σουλτάνος, ὅτε παρεσκεύασε καὶ διέπλεξε τὰς Ἀρμενικὰς σφαγάς, ὅτε προεκάλεσε τὸν Ἑλληνοτουρκικὸν πόλεμον, τοιούτους δὲ διαβλέπει καὶ νῦν, παρασκευάζων καὶ ἀποτολμήσας εἰς τὸ Σάμιον πραξικόπημα, δι᾿ οὗ, ὡς θέλει διὰ τῶν Ἀρμενικῶν σφαγῶν καὶ διὰ τοῦ Ἑλληνοτουρκικοῦ πολέμου, θέλει νὰ προκαλέσῃ ἐξωτερικὸν ἀντιπερισπασμὸν καὶ ἐγκρέτησις μεταξὺ τῶν πληθυσμῶν τῆς Τουρκίας. [39, 938, 220, 1262]
psila-bullet: ■ ΕΝ ΙΕΡΑΤΙΚΟΝ ΖΗΤΗΜΑ [245, 662, 420, 678]
seal-left-line2: ΕΤΗΣΙΑ ΦΡ. 18 [157, 77, 214, 87]
issue-date: Ἐν Ἀθήναις Κυριακὴ 25 Μαΐου 1908 [48, 16, 280, 32]
founder-label: ΙΔΡΥΤΗΣ ΕΥΑΓΓΕΛΟΣ ΚΟΥΣΟΥΛΑΚΟΣ [100, 199, 361, 214]
lead-headline: ΥΠΟ ΤΟ ΠΡΑΞΙΚΟΠΗΜΑ [64, 233, 196, 268]
section-headline: Η ΕΓΚΛΗΜΑΤΙΚΟΤΗΣ ΤΩΝ ΠΑΙΔΙΩΝ [633, 1460, 904, 1477]
psila-bullet: ■ Ν — ΠΑΝΑΓΙΩΤΑΤΟΥ ΚΑΙ Η ΙΕΡΑ ΣΥΝΟΔΟΣ [245, 678, 420, 710]
joke-item [442, 1373, 1095, 1402]
column-4-rule [1141, 825, 1310, 826]
joke-text: ιὰ ἀναπνοδιά.—Τὰ τρώη παίρνουν τοὺς χωροφύλακας, ἀντὶ οἱ χωροφύλακες νὰ παίρνουν τὶς τρώη. [471, 1377, 916, 1389]
col4-right-note: Ὅπως ἡμεῖς γνώριζα γέροντες πρὸ τοῦ χρόνου, οὕτω σὲ παιδιὰ γίνονται σοφοί. Τὸν γὰρ ἀδέσων δὲν εἶνε ἁπλοῦν καὶ καθάριον κτωναίων πολὺ ὑπερτέρουν τῆς ἡλικίας καθίστανται ἀνδρες εἰς τὰς ἐπιθυμίας των καὶ τὰ πάθη των καὶ αὐξάνει τὸν ἀγῶνα τῶν τῆς ἡμέρας τῶν. [1117, 727, 1334, 815]
